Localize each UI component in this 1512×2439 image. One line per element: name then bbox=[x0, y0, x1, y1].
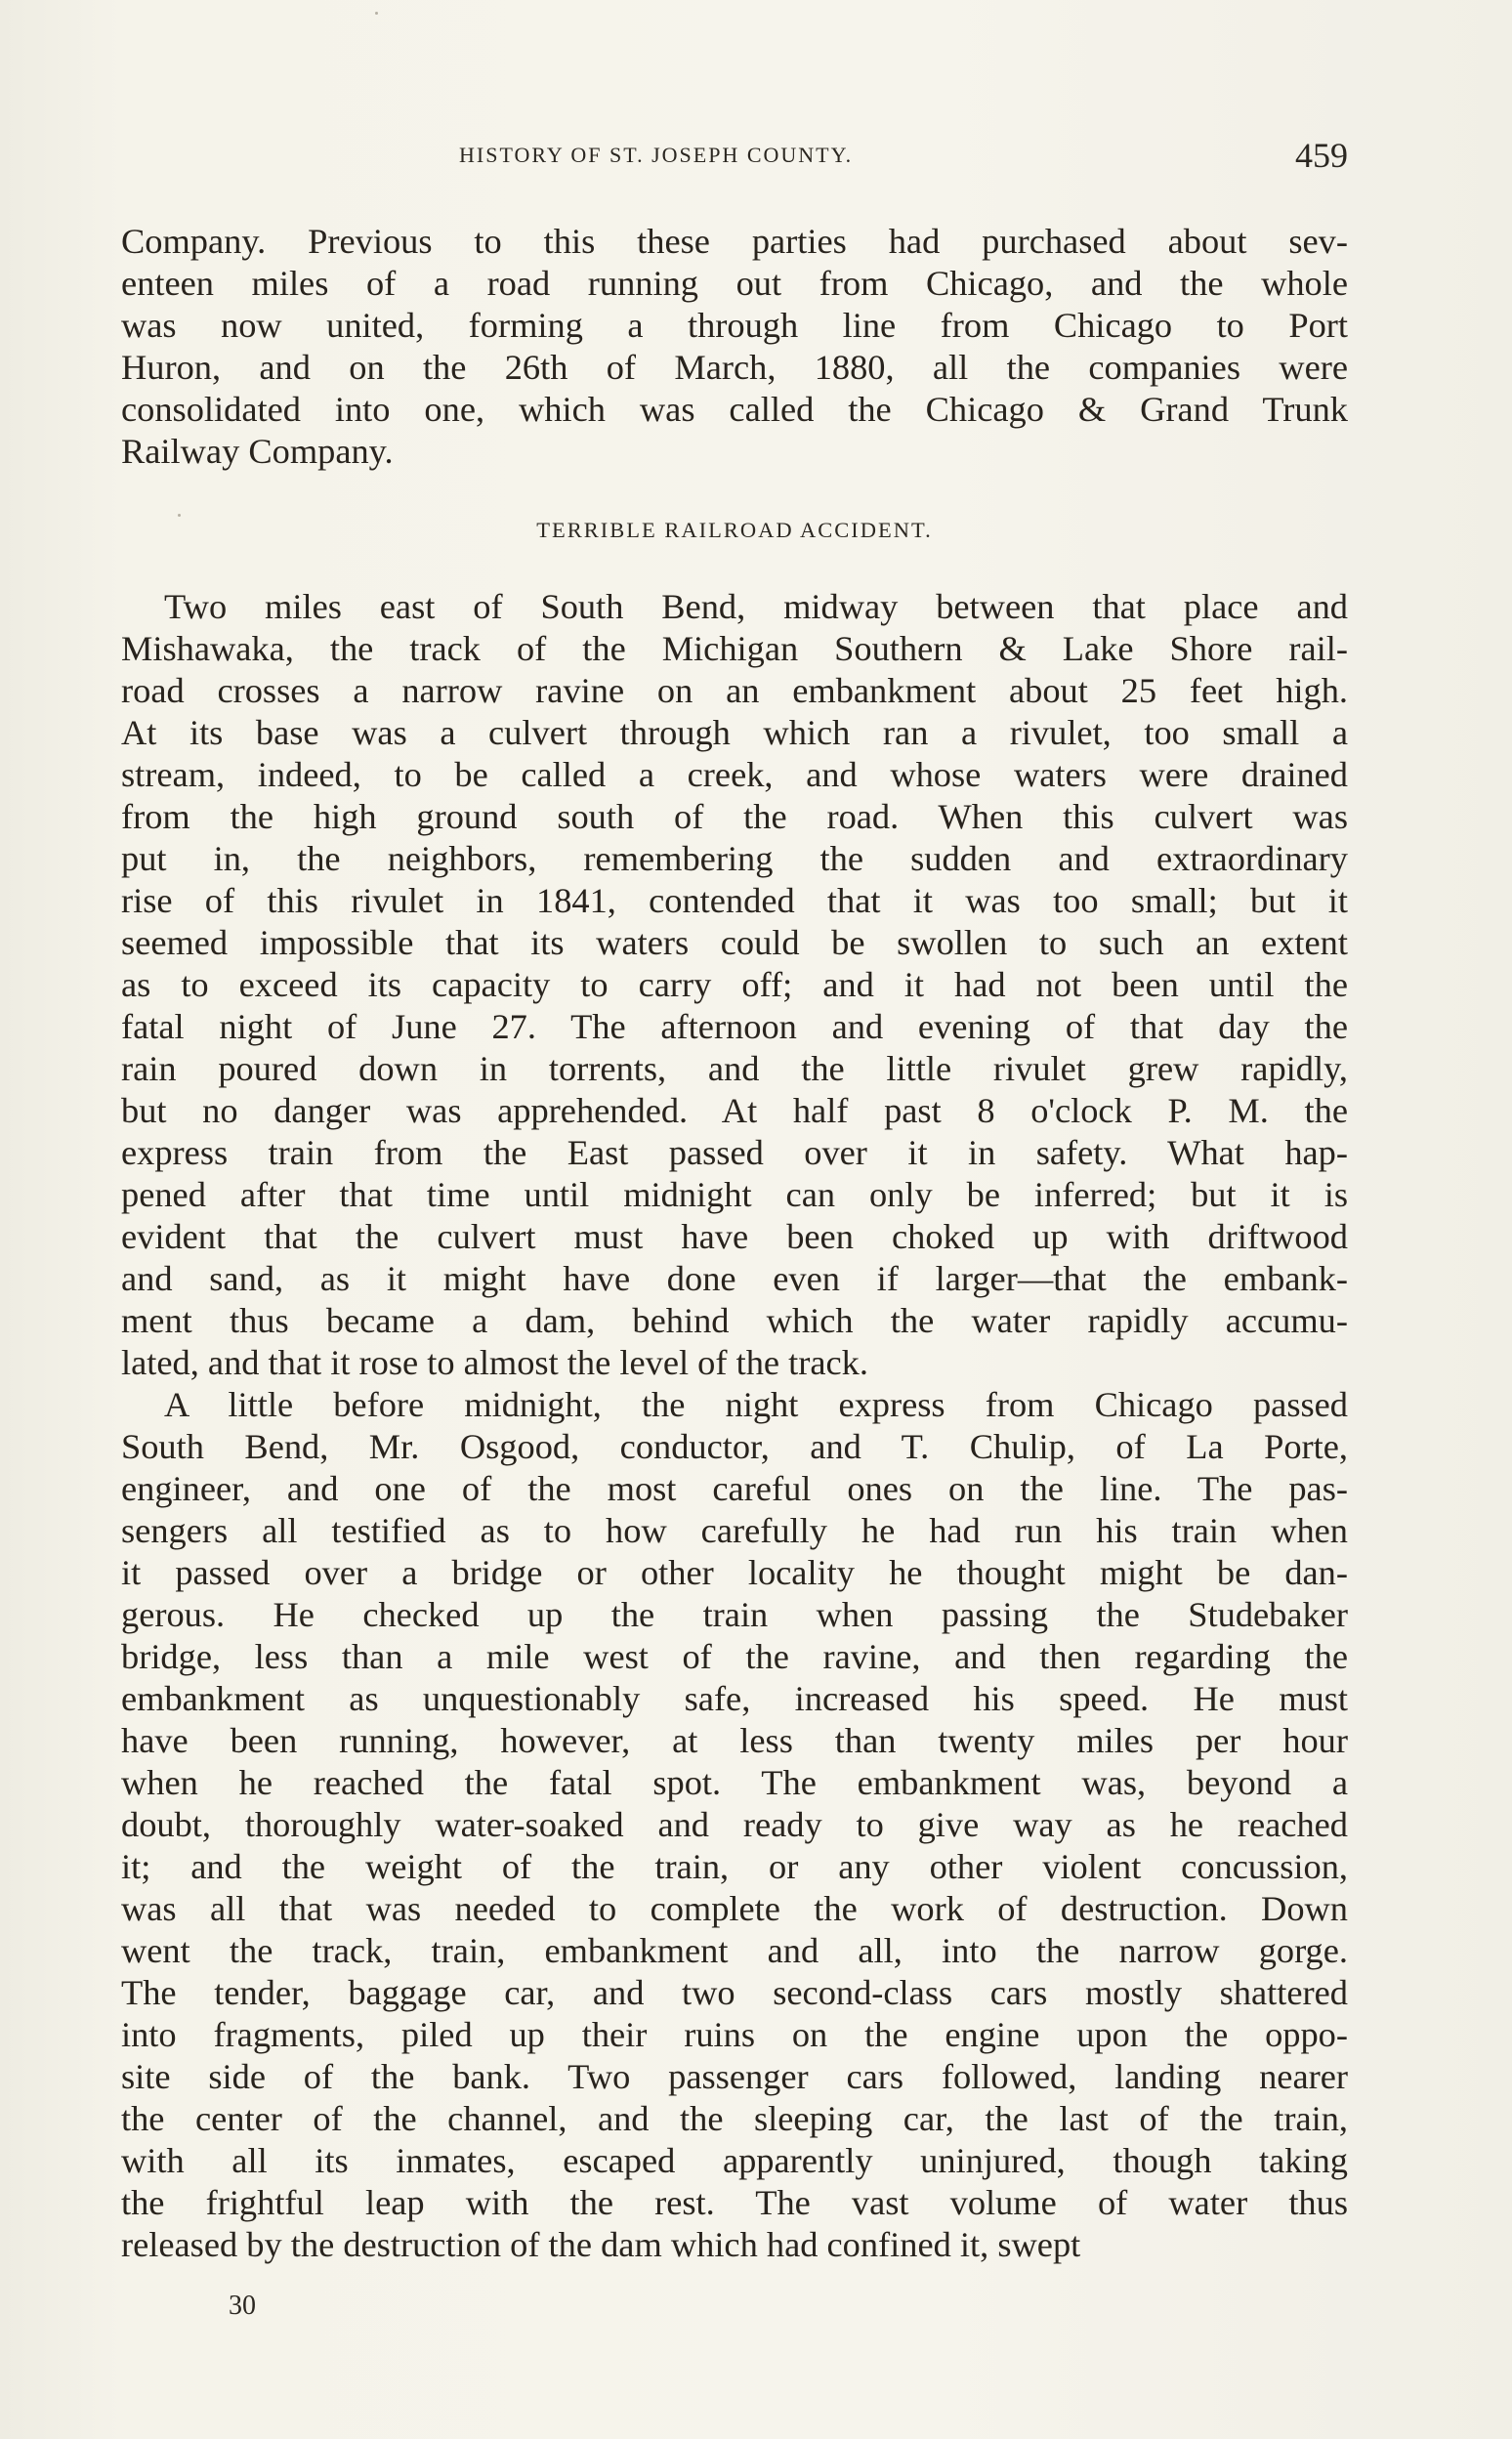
text-line: into fragments, piled up their ruins on the engine upon the oppo- bbox=[121, 2015, 1348, 2054]
running-head: HISTORY OF ST. JOSEPH COUNTY. bbox=[459, 143, 854, 167]
text-line: put in, the neighbors, remembering the sudden and extraordinary bbox=[121, 839, 1348, 878]
page-number: 459 bbox=[1295, 136, 1348, 175]
text-line: engineer, and one of the most careful ones on the line. The pas- bbox=[121, 1469, 1348, 1508]
text-line: site side of the bank. Two passenger cars followed, landing nearer bbox=[121, 2057, 1348, 2096]
paragraph-3 bbox=[121, 1384, 1348, 2266]
text-line: stream, indeed, to be called a creek, and whose waters were drained bbox=[121, 755, 1348, 794]
text-line: seemed impossible that its waters could be swollen to such an extent bbox=[121, 923, 1348, 962]
text-line: it; and the weight of the train, or any other violent concussion, bbox=[121, 1847, 1348, 1886]
text-line: but no danger was apprehended. At half past 8 o'clock P. M. the bbox=[121, 1091, 1348, 1130]
text-line: have been running, however, at less than twenty miles per hour bbox=[121, 1721, 1348, 1760]
paragraph-1 bbox=[121, 221, 1348, 473]
page-header bbox=[121, 136, 1348, 182]
text-line: consolidated into one, which was called the Chicago & Grand Trunk bbox=[121, 390, 1348, 429]
text-line: was all that was needed to complete the work of destruction. Down bbox=[121, 1889, 1348, 1928]
paper-speck bbox=[178, 514, 181, 517]
text-line: express train from the East passed over it in safety. What hap- bbox=[121, 1133, 1348, 1172]
text-line: went the track, train, embankment and all, into the narrow gorge. bbox=[121, 1931, 1348, 1970]
text-line: pened after that time until midnight can only be inferred; but it is bbox=[121, 1175, 1348, 1214]
text-line: released by the destruction of the dam which had confined it, swept bbox=[121, 2225, 1081, 2264]
text-line: doubt, thoroughly water-soaked and ready to give way as he reached bbox=[121, 1805, 1348, 1844]
text-line: The tender, baggage car, and two second-class cars mostly shattered bbox=[121, 1973, 1348, 2012]
text-line: Two miles east of South Bend, midway between that place and bbox=[164, 587, 1348, 626]
text-line: the frightful leap with the rest. The vast volume of water thus bbox=[121, 2183, 1348, 2222]
text-line: from the high ground south of the road. When this culvert was bbox=[121, 797, 1348, 836]
text-line: Huron, and on the 26th of March, 1880, all the companies were bbox=[121, 348, 1348, 387]
text-line: Company. Previous to this these parties had purchased about sev- bbox=[121, 222, 1348, 261]
section-heading: TERRIBLE RAILROAD ACCIDENT. bbox=[536, 518, 933, 542]
text-line: rain poured down in torrents, and the little rivulet grew rapidly, bbox=[121, 1049, 1348, 1088]
text-line: ment thus became a dam, behind which the water rapidly accumu- bbox=[121, 1301, 1348, 1340]
text-line: with all its inmates, escaped apparently uninjured, though taking bbox=[121, 2141, 1348, 2180]
text-line: South Bend, Mr. Osgood, conductor, and T. Chulip, of La Porte, bbox=[121, 1427, 1348, 1466]
paper-speck bbox=[375, 12, 378, 15]
text-line: bridge, less than a mile west of the ravine, and then regarding the bbox=[121, 1637, 1348, 1676]
signature-mark: 30 bbox=[229, 2291, 256, 2321]
text-line: fatal night of June 27. The afternoon and evening of that day the bbox=[121, 1007, 1348, 1046]
text-line: Mishawaka, the track of the Michigan Southern & Lake Shore rail- bbox=[121, 629, 1348, 668]
text-line: evident that the culvert must have been choked up with driftwood bbox=[121, 1217, 1348, 1256]
text-line: At its base was a culvert through which ran a rivulet, too small a bbox=[121, 713, 1348, 752]
text-line: A little before midnight, the night express from Chicago passed bbox=[164, 1385, 1348, 1424]
text-line: Railway Company. bbox=[121, 432, 394, 471]
paragraph-2 bbox=[121, 586, 1348, 1384]
text-line: road crosses a narrow ravine on an embankment about 25 feet high. bbox=[121, 671, 1348, 710]
body-text bbox=[121, 221, 1348, 2266]
text-line: embankment as unquestionably safe, increased his speed. He must bbox=[121, 1679, 1348, 1718]
text-line: as to exceed its capacity to carry off; and it had not been until the bbox=[121, 965, 1348, 1004]
text-line: rise of this rivulet in 1841, contended that it was too small; but it bbox=[121, 881, 1348, 920]
text-line: was now united, forming a through line from Chicago to Port bbox=[121, 306, 1348, 345]
text-line: lated, and that it rose to almost the level of the track. bbox=[121, 1343, 868, 1382]
text-line: gerous. He checked up the train when passing the Studebaker bbox=[121, 1595, 1348, 1634]
text-line: the center of the channel, and the sleeping car, the last of the train, bbox=[121, 2099, 1348, 2138]
text-line: and sand, as it might have done even if larger—that the embank- bbox=[121, 1259, 1348, 1298]
text-line: when he reached the fatal spot. The embankment was, beyond a bbox=[121, 1763, 1348, 1802]
text-line: it passed over a bridge or other locality he thought might be dan- bbox=[121, 1553, 1348, 1592]
text-line: sengers all testified as to how carefully he had run his train when bbox=[121, 1511, 1348, 1550]
text-line: enteen miles of a road running out from Chicago, and the whole bbox=[121, 264, 1348, 303]
